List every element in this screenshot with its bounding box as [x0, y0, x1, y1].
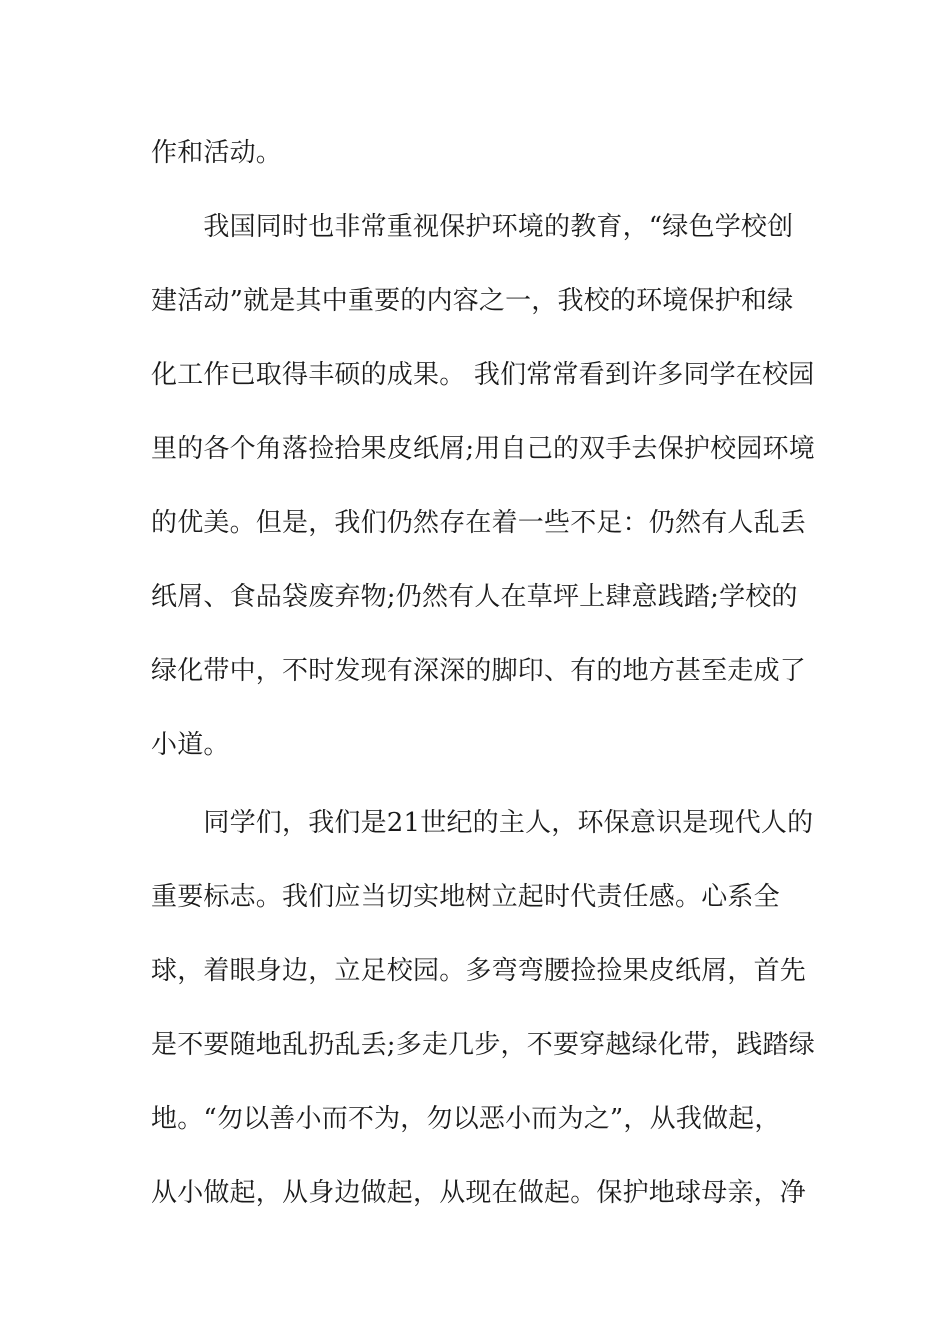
text-line: 是不要随地乱扔乱丢;多走几步，不要穿越绿化带，践踏绿 [151, 1030, 815, 1060]
text-line: 同学们，我们是21世纪的主人，环保意识是现代人的 [151, 808, 814, 838]
text-line: 作和活动。 [151, 138, 283, 168]
text-line: 地。“勿以善小而不为，勿以恶小而为之”，从我做起， [151, 1104, 781, 1134]
text-line: 建活动”就是其中重要的内容之一，我校的环境保护和绿 [151, 286, 794, 316]
text-line: 化工作已取得丰硕的成果。 我们常常看到许多同学在校园 [151, 360, 815, 390]
text-line: 小道。 [151, 730, 230, 760]
text-line: 绿化带中，不时发现有深深的脚印、有的地方甚至走成了 [151, 656, 807, 686]
text-line: 重要标志。我们应当切实地树立起时代责任感。心系全 [151, 882, 780, 912]
text-line: 球，着眼身边，立足校园。多弯弯腰捡捡果皮纸屑，首先 [151, 956, 807, 986]
text-line: 我国同时也非常重视保护环境的教育，“绿色学校创 [151, 212, 794, 242]
text-line: 纸屑、食品袋废弃物;仍然有人在草坪上肆意践踏;学校的 [151, 582, 798, 612]
text-line: 里的各个角落捡拾果皮纸屑;用自己的双手去保护校园环境 [151, 434, 815, 464]
text-line: 的优美。但是，我们仍然存在着一些不足：仍然有人乱丢 [151, 508, 807, 538]
text-line: 从小做起，从身边做起，从现在做起。保护地球母亲，净 [151, 1178, 807, 1208]
